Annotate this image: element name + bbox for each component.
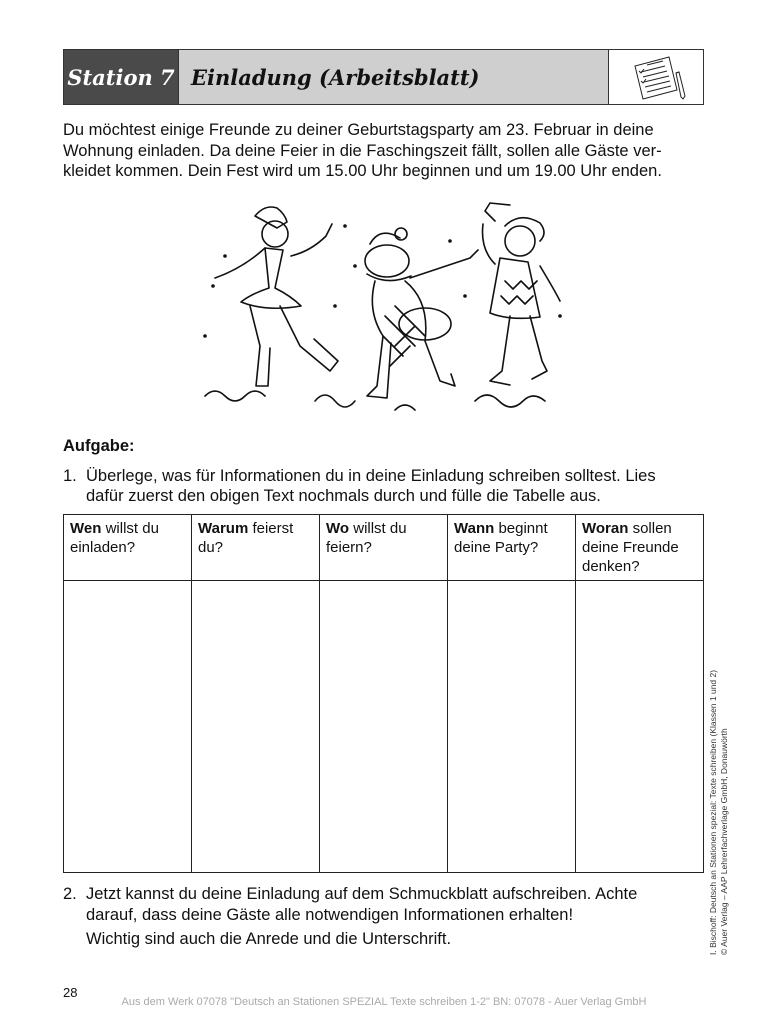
answer-cell-wo[interactable] (320, 581, 448, 873)
column-header-warum (192, 515, 320, 581)
carnival-children-costumes-illustration (195, 196, 575, 441)
task-line: Überlege, was für Informationen du in deine Einladung schreiben solltest. Lies (86, 467, 656, 485)
answer-cell-wen[interactable] (64, 581, 192, 873)
table-answer-row (64, 581, 704, 873)
task-line: darauf, dass deine Gäste alle notwendigen Informationen erhalten! (86, 906, 574, 924)
intro-line: kleidet kommen. Dein Fest wird um 15.00 Uhr beginnen und um 19.00 Uhr enden. (63, 162, 662, 180)
task-line: dafür zuerst den obigen Text nochmals durch und fülle die Tabelle aus. (86, 487, 601, 505)
task-1 (63, 466, 708, 506)
column-header-wann (448, 515, 576, 581)
column-header-woran (576, 515, 704, 581)
column-header-wo (320, 515, 448, 581)
answer-cell-woran[interactable] (576, 581, 704, 873)
answer-cell-wann[interactable] (448, 581, 576, 873)
side-note-line: © Auer Verlag – AAP Lehrerfachverlage GmbH, Donauwörth (719, 728, 729, 955)
column-header-text: willst du feiern? (326, 520, 407, 556)
task-2 (63, 884, 708, 950)
column-header-text: beginnt deine Party? (454, 520, 548, 556)
answer-cell-warum[interactable] (192, 581, 320, 873)
intro-line: Du möchtest einige Freunde zu deiner Geburtstagsparty am 23. Februar in deine (63, 121, 654, 139)
footer-source-note: Aus dem Werk 07078 "Deutsch an Stationen SPEZIAL Texte schreiben 1-2" BN: 07078 - Auer Verlag GmbH (121, 996, 647, 1008)
column-header-keyword: Woran (582, 520, 629, 537)
intro-paragraph (63, 120, 708, 182)
worksheet-title: Einladung (Arbeitsblatt) (179, 50, 609, 104)
column-header-text: sollen deine Freunde denken? (582, 520, 679, 575)
column-header-keyword: Warum (198, 520, 249, 537)
task-line: Wichtig sind auch die Anrede und die Unterschrift. (86, 930, 452, 948)
task-number: 2. (63, 885, 77, 903)
station-header (63, 49, 704, 105)
column-header-wen (64, 515, 192, 581)
task-heading: Aufgabe: (63, 437, 135, 455)
planning-table (63, 514, 704, 873)
task-line: Jetzt kannst du deine Einladung auf dem Schmuckblatt aufschreiben. Achte (86, 885, 638, 903)
intro-line: Wohnung einladen. Da deine Feier in die Faschingszeit fällt, sollen alle Gäste ver- (63, 141, 662, 160)
column-header-keyword: Wann (454, 520, 495, 537)
station-label: Station 7 (64, 50, 179, 104)
side-note-line: I. Bischoff: Deutsch an Stationen spezial: Texte schreiben (Klassen 1 und 2) (708, 669, 718, 955)
column-header-text: willst du einladen? (70, 520, 159, 556)
column-header-text: feierst du? (198, 520, 294, 556)
column-header-keyword: Wo (326, 520, 350, 537)
column-header-keyword: Wen (70, 520, 102, 537)
page-number: 28 (63, 985, 78, 1000)
task-number: 1. (63, 467, 77, 485)
table-header-row (64, 515, 704, 581)
checklist-paper-pencil-icon (609, 50, 703, 104)
side-copyright-note (708, 670, 730, 955)
